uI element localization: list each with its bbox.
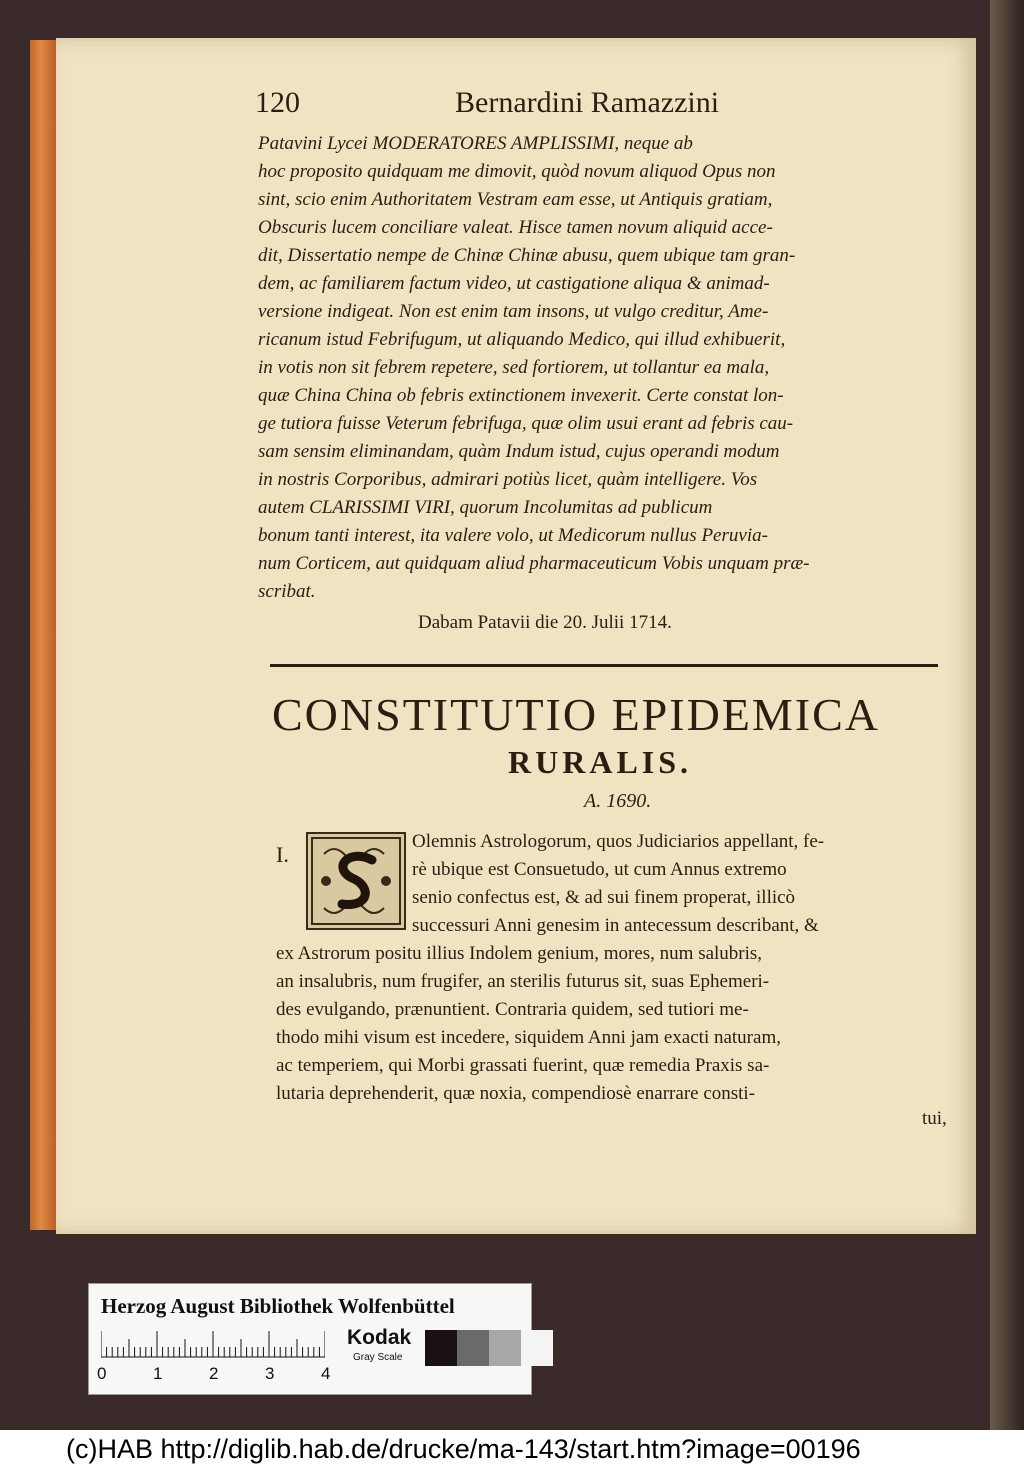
dedication-line: Obscuris lucem conciliare valeat. Hisce tamen novum aliquid acce- xyxy=(258,217,773,238)
body-line: des evulgando, prænuntient. Contraria quidem, sed tutiori me- xyxy=(276,999,749,1020)
section-title: CONSTITUTIO EPIDEMICA xyxy=(272,689,881,740)
body-line: Olemnis Astrologorum, quos Judiciarios appellant, fe- xyxy=(412,831,825,852)
body-line: ac temperiem, qui Morbi grassati fuerint, quæ remedia Praxis sa- xyxy=(276,1055,770,1076)
kodak-logo: Kodak xyxy=(347,1326,412,1349)
dedication-line: hoc proposito quidquam me dimovit, quòd novum aliquod Opus non xyxy=(258,161,776,182)
body-line: an insalubris, num frugifer, an sterilis futurus sit, suas Ephemeri- xyxy=(276,971,770,992)
ruler-scale xyxy=(101,1328,325,1358)
dedication-line: Patavini Lycei MODERATORES AMPLISSIMI, neque ab xyxy=(258,133,693,154)
dedication-line: sint, scio enim Authoritatem Vestram eam esse, ut Antiquis gratiam, xyxy=(258,189,773,210)
dedication-line: dit, Dissertatio nempe de Chinæ Chinæ abusu, quem ubique tam gran- xyxy=(258,245,796,266)
swatch-dark-gray xyxy=(457,1330,489,1366)
ruler-number: 4 xyxy=(321,1364,331,1383)
body-paragraph xyxy=(276,828,948,1108)
dedication-line: dem, ac familiarem factum video, ut castigatione aliqua & animad- xyxy=(258,273,770,294)
ruler-number: 2 xyxy=(209,1364,219,1383)
section-divider xyxy=(270,664,938,667)
dedication-line: sam sensim eliminandam, quàm Indum istud, cujus operandi modum xyxy=(258,441,780,462)
swatch-white xyxy=(521,1330,553,1366)
dedication-line: scribat. xyxy=(258,581,316,602)
running-head: Bernardini Ramazzini xyxy=(455,86,720,119)
source-url: (c)HAB http://diglib.hab.de/drucke/ma-143/start.htm?image=00196 xyxy=(66,1434,861,1464)
page-number: 120 xyxy=(255,86,300,119)
body-line: lutaria deprehenderit, quæ noxia, compendiosè enarrare consti- xyxy=(276,1083,756,1104)
library-color-card xyxy=(88,1283,532,1395)
dateline: Dabam Patavii die 20. Julii 1714. xyxy=(418,612,672,633)
ruler-numbers xyxy=(97,1364,337,1386)
paragraph-number: I. xyxy=(276,842,289,867)
ruler-number: 3 xyxy=(265,1364,275,1383)
dedication-line: ricanum istud Febrifugum, ut aliquando Medico, qui illud exhibuerit, xyxy=(258,329,786,350)
institution-name: Herzog August Bibliothek Wolfenbüttel xyxy=(101,1294,455,1318)
gray-swatches xyxy=(425,1330,553,1366)
book-spine-edge xyxy=(990,0,1024,1430)
dedication-line: bonum tanti interest, ita valere volo, ut Medicorum nullus Peruvia- xyxy=(258,525,768,546)
dedication-line: in votis non sit febrem repetere, sed fortiorem, ut tollantur ea mala, xyxy=(258,357,770,378)
dedication-line: versione indigeat. Non est enim tam insons, ut vulgo creditur, Ame- xyxy=(258,301,769,322)
body-line: senio confectus est, & ad sui finem properat, illicò xyxy=(412,887,796,908)
body-line: thodo mihi visum est incedere, siquidem Anni jam exacti naturam, xyxy=(276,1027,781,1048)
ruler-number: 1 xyxy=(153,1364,163,1383)
gray-scale-label: Gray Scale xyxy=(353,1352,403,1363)
catchword: tui, xyxy=(922,1108,947,1129)
swatch-black xyxy=(425,1330,457,1366)
body-line: successuri Anni genesim in antecessum describant, & xyxy=(412,915,819,936)
page-header xyxy=(255,86,755,126)
page-edge xyxy=(30,40,58,1230)
dedication-line: in nostris Corporibus, admirari potiùs licet, quàm intelligere. Vos xyxy=(258,469,758,490)
dedication-line: ge tutiora fuisse Veterum febrifuga, quæ olim usui erant ad febris cau- xyxy=(258,413,794,434)
dedication-line: autem CLARISSIMI VIRI, quorum Incolumitas ad publicum xyxy=(258,497,713,518)
body-line: ex Astrorum positu illius Indolem genium, mores, num salubris, xyxy=(276,943,763,964)
dedication-text xyxy=(258,130,943,606)
dedication-line: num Corticem, aut quidquam aliud pharmaceuticum Vobis unquam præ- xyxy=(258,553,810,574)
swatch-light-gray xyxy=(489,1330,521,1366)
dedication-line: quæ China China ob febris extinctionem invexerit. Certe constat lon- xyxy=(258,385,784,406)
section-subtitle: RURALIS. xyxy=(508,744,693,780)
ruler-number: 0 xyxy=(97,1364,107,1383)
section-year: A. 1690. xyxy=(584,790,652,812)
body-line: rè ubique est Consuetudo, ut cum Annus extremo xyxy=(412,859,787,880)
